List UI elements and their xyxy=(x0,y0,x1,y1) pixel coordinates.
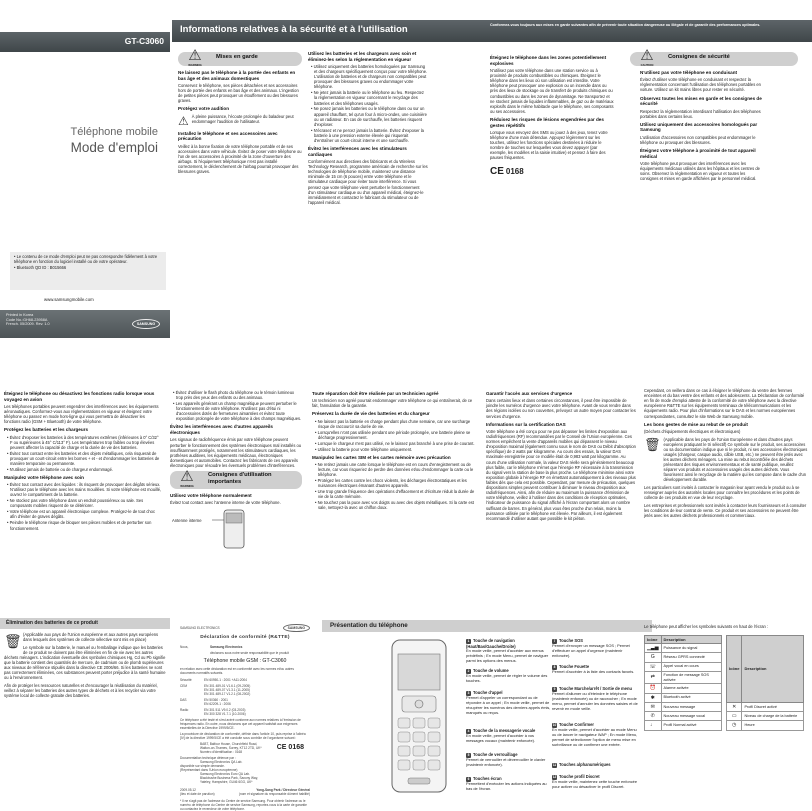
ce-logo-icon: CE xyxy=(490,165,504,177)
list-item: • Ne touchez pas la puce avec vos doigts ou avec des objets métalliques. Si la carte est sale, nettoyez-la avec un chiffon doux. xyxy=(315,500,478,510)
heading: Éteignez votre téléphone à proximité de tout appareil médical xyxy=(640,147,756,159)
phone-antenna-icon xyxy=(212,508,248,550)
heading: Utilisez les batteries et les chargeurs avec soin et éliminez-les selon la réglementation en vigueur xyxy=(308,51,417,62)
paragraph: Les entreprises et professionnels sont invités à contacter leurs fournisseurs et à consulter les conditions de leur contrat de vente. Ce produit et ses accessoires ne peuvent être jetés avec les autres déchets professionnels et commerciaux. xyxy=(644,502,807,519)
standard-row: CEM EN 301 489-01 V1.6.1 (09-2005) EN 301 489-07 V1.3.1 (11-2005) EN 301 489-17 V1.2.1 (08-2002) xyxy=(180,684,251,697)
table-row: ✱ Bluetooth activé xyxy=(645,693,722,702)
paragraph: N'utilisez pas votre téléphone dans une station service ou à proximité de produits combustibles ou chimiques. Éteignez le téléphone dans les lieux où son utilisation est interdite. Votre téléphone peut provoquer une explosion ou un incendie dans ou près des lieux de stockage ou de transfert de produits chimiques ou combustibles ou dans les zones de dynamitage. Ne transportez et ne stockez jamais de liquides inflammables, de gaz ou de matériaux explosifs dans le même habitacle que le téléphone, ses composants ou ses accessoires. xyxy=(490,67,614,114)
bullet-list xyxy=(7,482,162,530)
list-item: • Évitez d'utiliser le flash photo du téléphone ou le témoin lumineux trop près des yeux des enfants ou des animaux. xyxy=(173,390,302,400)
declared-model: Téléphone mobile GSM : GT-C3060 xyxy=(203,657,287,664)
pill-label: Mises en garde xyxy=(216,54,258,60)
paragraph: Les téléphones portables peuvent engendrer des interférences avec les équipements aéronautiques. Conformez-vous aux réglementations en vigueur et éteignez votre téléphone ou passez en mode hors-ligne qui vous permettra de désactiver les fonctions radio (GSM + Bluetooth) de votre téléphone. xyxy=(4,403,159,425)
paragraph: La procédure de déclaration de conformité, définie dans l'article 10, puis reprise à l'alinéa [IV] de la directive 1999/5/CE a été conduite sous contrôle de l'organisme suivant : xyxy=(180,732,306,741)
pill-label: Consignes d'utilisation importantes xyxy=(208,472,272,486)
paragraph: Documentation technique détenue par : xyxy=(180,756,236,761)
print-line: Printed in Korea xyxy=(6,313,34,317)
callout: 12 Touche profil Discret En mode veille, maintenez cette touche enfoncée pour activer ou désactiver le profil Discret. xyxy=(552,774,637,789)
status-icons xyxy=(644,624,808,784)
hearing-block xyxy=(178,114,302,128)
list-item: • N'utilisez jamais de batterie ou de chargeur endommagé. xyxy=(7,467,162,472)
list-item: • Utilisez la batterie pour votre téléphone uniquement. xyxy=(315,447,478,452)
heading: Utilisez votre téléphone normalement xyxy=(170,493,252,499)
title-line-2: Mode d'emploi xyxy=(70,139,158,155)
samsung-electronics-label: SAMSUNG ELECTRONICS xyxy=(180,626,220,631)
standard-row: DAS EN 50360 : 2001 EN 62209-1 : 2006 xyxy=(180,698,231,707)
heading: Informations sur la certification DAS xyxy=(486,421,566,427)
call-icon: ☏ xyxy=(645,662,662,671)
list-item: • Utilisez uniquement des batteries homologuées par Samsung et des chargeurs spécifiquement conçus pour votre téléphone. L'utilisation de batteries et de chargeurs non compatibles peut provoquer des blessures graves ou endommager votre téléphone. xyxy=(311,64,428,90)
standard-row: Sécurité EN 60950-1 : 2001 +A11:2004 xyxy=(180,678,247,683)
bullet-list xyxy=(315,419,478,452)
paragraph: Ce téléphone a été testé et s'est avéré conforme aux normes relatives à l'émission de fréquences radio. En outre, nous déclarons que cet appareil satisfait aux exigences essentielles de la Directive 1999/5/CE. xyxy=(180,718,301,731)
col-explosive xyxy=(490,52,614,178)
list-item: • Évitez tout contact entre les batteries et des objets métalliques, cela risquerait de provoquer un court-circuit entre les bornes + et - et d'endommager les batteries de manière temporaire ou permanente. xyxy=(7,451,162,466)
paragraph: Les signaux de radiofréquence émis par votre téléphone peuvent perturber le fonctionnement des systèmes électroniques mal installés ou insuffisamment protégés, notamment les stimulateurs cardiaques, les prothèses auditives, les équipements médicaux, électroniques domestiques et automobiles. Contactez les fabricants de ces appareils électroniques pour résoudre les éventuels problèmes d'interférences. xyxy=(170,437,302,468)
phone-illustration xyxy=(386,638,452,796)
col-batteries xyxy=(308,48,428,207)
table-row: ♩ Profil Normal activé xyxy=(645,721,722,730)
list-item: • Ne retirez jamais une carte lorsque le téléphone est en cours d'enregistrement ou de lecture, car vous risqueriez de perdre des données et/ou d'endommager la carte ou le téléphone. xyxy=(315,462,478,477)
callout: 7 Touche SOS Permet d'envoyer un message SOS ; Permet d'effectuer un appel d'urgence (maintenir enfoncée). xyxy=(552,638,630,658)
cover-bottom-band xyxy=(0,310,170,338)
list-item: • Ne stockez pas votre téléphone dans un endroit poussiéreux ou sale. Ses composants mobiles risquent de se détériorer. xyxy=(7,498,162,508)
signal-icon: ▁▃▅ xyxy=(645,644,662,653)
heading: Manipulez votre téléphone avec soin xyxy=(4,475,84,480)
callout: 6 Touches écran Permettent d'exécuter les actions indiquées au bas de l'écran. xyxy=(466,776,547,791)
mid-col-3 xyxy=(312,388,478,513)
ce-logo-icon: CE xyxy=(276,743,287,751)
decl-row: Nous, Samsung Electronics xyxy=(180,645,243,650)
callout: 5 Touche de verrouillage Permet de verrouiller et déverrouiller le clavier (maintenir enfoncée). xyxy=(466,752,546,767)
model-number: GT-C3060 xyxy=(124,36,164,46)
recycle-block xyxy=(644,437,808,485)
callout: 9 Touche Marche/arrêt / Sortie de menu Permet d'allumer ou d'éteindre le téléphone (maintenir enfoncée) ou de raccrocher ; En mode menu, permet d'annuler les données saisies et de revenir en mode veille. xyxy=(552,686,638,711)
table-row: ✉ Nouveau message xyxy=(645,702,722,711)
section-pill xyxy=(178,47,302,67)
paragraph: (Applicable dans les pays de l'Union Européenne et dans d'autres pays européens pratiquant le tri sélectif) Ce symbole sur le produit, ses accessoires ou sa documentation indique que ni le produit, ni ses accessoires électroniques usagés (chargeur, casque audio, câble USB, etc.) ne peuvent être jetés avec les autres déchets ménagers. La mise au rebut incontrôlée des déchets présentant des risques environnementaux et de santé publique, veuillez séparer vos produits et accessoires usagés des autres déchets. Vous favoriserez ainsi le recyclage de la matière qui les compose dans le cadre d'un développement durable. xyxy=(663,436,808,483)
callout: 11 Touches alphanumériques xyxy=(552,762,611,767)
callout: 10 Touche Confirmer En mode veille, permet d'accéder au mode Menu ou de lancer le navigateur WAP ; En mode Menu, permet de sélectionner l'option de menu mise en surbrillance ou de confirmer une entrée. xyxy=(552,722,638,747)
table-row: ✆ Nouveau message vocal xyxy=(645,712,722,721)
pill-label: Consignes de sécurité xyxy=(668,54,730,60)
list-item: • Lorsque le chargeur n'est pas utilisé, ne le laissez pas branché à une prise de courant. xyxy=(315,441,478,446)
paragraph: Évitez tout contact avec l'antenne interne de votre téléphone. xyxy=(170,500,281,506)
print-line: Code No.:GH68-23958A xyxy=(6,317,48,322)
crossed-bin-icon: 🗑 xyxy=(644,436,661,452)
voicemail-icon: ✆ xyxy=(645,712,662,721)
signature-captions: (lieu et date de parution) (nom et signature du responsable dûment habilité) xyxy=(180,792,310,797)
disposal-body xyxy=(0,629,170,704)
antenna-illustration xyxy=(170,508,302,550)
col-safety xyxy=(640,47,764,184)
table-row: ✕ Profil Discret activé xyxy=(727,702,804,711)
callout: 3 Touche d'appel Permet d'appeler un correspondant ou de répondre à un appel ; En mode veille, permet de récupérer les numéros des derniers appels émis, manqués ou reçus. xyxy=(466,690,551,715)
callout: 4 Touche de la messagerie vocale En mode veille, permet d'accéder à vos messages vocaux (maintenir enfoncée). xyxy=(466,728,536,743)
heading: N'utilisez pas votre téléphone en conduisant xyxy=(640,70,738,75)
alarm-icon: ⏰ xyxy=(645,684,662,693)
heading: Évitez les interférences avec d'autres appareils électroniques xyxy=(170,424,273,436)
paragraph: Votre téléphone peut provoquer des interférences avec les équipements médicaux utilisés dans les hôpitaux et les centres de soins. Observez la réglementation en vigueur et toutes les consignes et mises en garde affichées par le personnel médical. xyxy=(640,160,760,182)
standard-row: Radio EN 301 511 V9.0.2 (03-2003) EN 300 328 V1.7.1 (10-2006) xyxy=(180,708,246,717)
icons-intro: Le téléphone peut afficher les symboles suivants en haut de l'écran : xyxy=(644,624,769,629)
mid-col-1 xyxy=(4,388,162,533)
heading: Préservez la durée de vie des batteries et du chargeur xyxy=(312,411,430,417)
print-info xyxy=(6,313,50,327)
warning-icon: ⚠ WARNING xyxy=(188,47,202,67)
paragraph: Lorsque vous envoyez des SMS ou jouez à des jeux, tenez votre téléphone d'une main détendue. Appuyez légèrement sur les touches, utilisez les fonctions spéciales destinées à réduire le nombre de touches sur lesquelles vous devez appuyer (par exemple, les modèles et la saisie intuitive) et pensez à faire des pauses fréquentes. xyxy=(490,129,608,161)
mid-col-5 xyxy=(644,388,808,521)
normal-profile-icon: ♩ xyxy=(645,721,662,730)
safety-title: Informations relatives à la sécurité et à l'utilisation xyxy=(180,24,408,35)
paragraph: Les particuliers sont invités à contacter le magasin leur ayant vendu le produit ou à se renseigner auprès des autorités locales pour connaître les procédures et les points de collecte de ces produits en vue de leur recyclage. xyxy=(644,484,800,501)
notified-body: BABT, Balfour House, Churchfield Road, Walton-on-Thames, Surrey, KT12 2TD, UK* Numéro d'identification : 0168 CE 0168 xyxy=(200,742,304,755)
heading: Installez le téléphone et ses accessoires avec précaution xyxy=(178,130,278,142)
safety-header xyxy=(172,20,812,42)
battery-disposal xyxy=(0,618,170,800)
silent-profile-icon: ✕ xyxy=(727,702,742,711)
mid-col-4 xyxy=(486,388,636,523)
caution-icon: ⚠ CAUTION xyxy=(640,47,654,67)
table-row: ⇄ Fonction de message SOS activée xyxy=(645,671,722,683)
list-item: • Ne posez jamais les batteries ou le téléphone dans ou sur un appareil chauffant, tel qu'un four à micro-ondes, une cuisinière ou un radiateur. En cas de surchauffe, les batteries risquent d'exploser. xyxy=(311,106,428,126)
paragraph: Le symbole sur la batterie, le manuel ou l'emballage indique que les batteries de ce produit ne doivent pas être éliminées en fin de vie avec les autres déchets ménagers. L'indication éventuelle des symboles chimiques Hg, Cd ou Pb signifie que la batterie contient des quantités de mercure, de cadmium ou de plomb supérieures aux niveaux de référence stipulés dans la directive CE 2006/66. Si les batteries ne sont pas correctement éliminées, ces substances peuvent porter préjudice à la santé humaine ou à l'environnement. xyxy=(4,644,166,681)
doc-holder: Samsung Electronics QA Lab. xyxy=(200,760,243,765)
clock-icon: ◷ xyxy=(727,721,742,730)
heading: Garantir l'accès aux services d'urgence xyxy=(486,391,573,396)
paragraph: Respectez la réglementation interdisant l'utilisation des téléphones portables dans certains lieux. xyxy=(640,108,761,119)
list-item: • Évitez tout contact avec des liquides : ils risquent de provoquer des dégâts sérieux. N'utilisez pas le téléphone avec les mains mouillées. Si votre téléphone est mouillé, ouvrez le compartiment de la batterie. xyxy=(7,482,162,497)
bluetooth-icon: ✱ xyxy=(645,693,662,702)
subheading: (Déchets d'équipements électriques et électroniques) xyxy=(644,428,741,434)
table-row: ◷ Heure xyxy=(727,721,804,730)
callout: 8 Touche Fouette Permet d'accéder à la liste des contacts favoris. xyxy=(552,664,635,674)
crossed-bin-icon: 🗑 xyxy=(4,633,22,649)
section-pill xyxy=(630,47,798,67)
heading: Protégez les batteries et les chargeurs xyxy=(4,427,88,433)
mid-col-2 xyxy=(170,390,302,550)
cover-title xyxy=(71,126,158,157)
bullet-list xyxy=(7,435,162,472)
paragraph: en relation avec cette déclaration est en conformité avec les normes et/ou autres documents normatifs suivants. xyxy=(180,667,294,676)
heading: Les bons gestes de mise au rebut de ce produit xyxy=(644,421,748,427)
declaration-of-conformity xyxy=(180,624,310,811)
paragraph: disponible sur simple demande. xyxy=(180,764,225,769)
list-item: • Ne jetez jamais la batterie ou le téléphone au feu. Respectez la réglementation en vigueur concernant le recyclage des batteries et des téléphones usagés. xyxy=(311,90,428,105)
list-item: • Lorsqu'elles n'ont pas utilisée pendant une période prolongée, une batterie pleine se décharge progressivement. xyxy=(315,430,478,440)
callout: 1 Touche de navigation (Haut/Bas/Gauche/Droite) En mode veille, permet d'accéder aux menus prédéfinis ; En mode Menu, permet de naviguer parmi les options des menus. xyxy=(466,638,549,663)
table-row: G Réseau GPRS connecté xyxy=(645,653,722,662)
battery-icon: ▭ xyxy=(727,712,742,721)
print-line: French. 05/2009. Rev. 1.0 xyxy=(6,322,50,327)
paragraph: Conservez le téléphone, ses pièces détachées et ses accessoires hors de portée des enfants en bas âge et des animaux. L'ingestion de petites pièces peut provoquer un étouffement ou des blessures graves. xyxy=(178,82,299,104)
paragraph: Un technicien non agréé pourrait endommager votre téléphone ce qui entraînerait, de ce fait, l'annulation de la garantie. xyxy=(312,398,473,409)
sign-date: 2009.05.12 xyxy=(180,788,196,793)
list-item: • Une trop grande fréquence des opérations d'effacement et d'écriture réduit la durée de vie de la carte mémoire. xyxy=(315,489,478,499)
bullet-list xyxy=(315,462,478,510)
warning-icon: ⚠ WARNING xyxy=(180,468,194,489)
rep-address: Samsung Electronics Euro QA Lab. Blackbushe Business Park, Saxony Way, Yateley, Hampshire, GU46 6GG, UK* xyxy=(200,772,258,785)
heading: Protégez votre audition xyxy=(178,106,230,112)
list-item: • Votre téléphone est un appareil électronique complexe. Protégez-le de tout choc afin d'éviter de graves dégâts. xyxy=(7,509,162,519)
phone-overview-title: Présentation du téléphone xyxy=(330,621,408,629)
paragraph: Évitez d'utiliser votre téléphone en conduisant et respectez la réglementation concernant l'utilisation des téléphones portables en voiture. Utilisez un kit mains libres pour rester en sécurité. xyxy=(640,77,761,93)
list-item: • Les appareils générant un champ magnétique peuvent perturber le fonctionnement de votre téléphone. N'utilisez pas d'étui ni d'accessoires dotés de fermetures aimantées et évitez toute exposition prolongée de votre téléphone à des champs magnétiques. xyxy=(173,401,302,421)
paragraph: Afin de protéger les ressources naturelles et d'encourager la réutilisation du matériel, veillez à séparer les batteries des autres types de déchets et à les recycler via votre système local de collecte gratuite des batteries. xyxy=(4,682,158,699)
website-url: www.samsungmobile.com xyxy=(44,297,94,302)
paragraph: L'utilisation d'accessoires non compatibles peut endommager le téléphone ou provoquer des blessures. xyxy=(640,134,756,145)
icons-tables xyxy=(644,635,808,730)
heading: Ne laissez pas le téléphone à la portée des enfants en bas âge et des animaux domestiques xyxy=(178,70,296,81)
list-item: • N'écrasez et ne percez jamais la batterie. Évitez d'exposer la batterie à une pression externe élevée qui risquerait d'entraîner un court-circuit interne et une surchauffe. xyxy=(311,128,428,143)
antenna-label: Antenne interne xyxy=(172,517,202,523)
callout: 2 Touche de volume En mode veille, permet de régler le volume des touches. xyxy=(466,668,548,683)
paragraph: (Représentant dans l'Union européenne) xyxy=(180,768,238,773)
samsung-logo: SAMSUNG xyxy=(283,624,310,632)
samsung-logo: SAMSUNG xyxy=(132,319,160,329)
note-item: • Bluetooth QD ID : B015666 xyxy=(14,265,162,270)
phone-overview-header xyxy=(322,620,652,632)
icons-table-right: Icône Description ✕ Profil Discret activé ▭ Niveau de charge de la batterie ◷ Heure xyxy=(726,635,804,730)
bullet-list xyxy=(173,390,302,421)
icons-table-left: Icône Description ▁▃▅ Puissance du signal G Réseau GPRS connecté ☏ Appel vocal en cours ⇄ Fonction de message SOS activée ⏰ Alarme activée ✱ Bluetooth activé ✉ Nouveau message ✆ Nouveau message vocal ♩ Profil Normal activé xyxy=(644,635,722,730)
heading: Toute réparation doit être réalisée par un technicien agréé xyxy=(312,391,439,396)
heading: Manipulez les cartes SIM et les cartes mémoire avec précaution xyxy=(312,454,451,460)
paragraph: Veillez à la bonne fixation de votre téléphone portable et de ses accessoires dans votre véhicule. Évitez de poser votre téléphone ou l'un de ses accessoires à proximité de la zone d'ouverture des airbags. Si l'équipement téléphonique n'est pas installé correctement, le déclenchement de l'airbag pourrait provoquer des blessures graves. xyxy=(178,143,302,175)
bullet-list xyxy=(311,64,428,143)
paragraph: (Applicable aux pays de l'Union européenne et aux autres pays européens dans lesquels des systèmes de collecte sélective sont mis en place) xyxy=(23,632,159,643)
ce-mark: CE 0168 xyxy=(490,165,524,177)
heading: Évitez les interférences avec les stimulateurs cardiaques xyxy=(308,146,407,157)
table-row: ☏ Appel vocal en cours xyxy=(645,662,722,671)
declaration-top xyxy=(180,624,310,632)
cover-panel xyxy=(0,20,170,380)
disposal-title: Élimination des batteries de ce produit xyxy=(0,618,170,629)
phone-front-icon xyxy=(386,638,452,796)
gprs-icon: G xyxy=(645,653,662,662)
list-item: • Évitez d'exposer les batteries à des températures extrêmes (inférieures à 0° C/32° F ou supérieures à 45° C/113° F). Les températures trop faibles ou trop élevées peuvent affecter la capacité de charge et la durée de vie des batteries. xyxy=(7,435,162,450)
hearing-warning-icon: ⚠ xyxy=(178,113,189,128)
heading: Utilisez uniquement des accessoires homologués par Samsung xyxy=(640,121,758,133)
title-line-1: Téléphone mobile xyxy=(70,126,158,138)
list-item: • Peindre le téléphone risque de bloquer ses pièces mobiles et de perturber son fonctionnement. xyxy=(7,520,162,530)
heading: Éteignez le téléphone dans les zones potentiellement explosives xyxy=(490,55,607,66)
paragraph: Conformément aux directives des fabricants et du Wireless Technology Research, programme américain de recherche sur les technologies de téléphonie mobile, maintenez une distance minimale de 15 cm (6 pouces) entre votre téléphone et le stimulateur cardiaque pour éviter toute interférence. Si vous pensez que votre téléphone vient perturber le fonctionnement d'un stimulateur cardiaque ou d'un appareil médical, éteignez-le immédiatement et contactez le fabricant du stimulateur ou de l'appareil médical. xyxy=(308,158,428,205)
heading: Observez toutes les mises en garde et les consignes de sécurité xyxy=(640,95,762,107)
declaration-title: Déclaration de conformité (R&TTE) xyxy=(200,635,290,641)
paragraph: Dans certains lieux et dans certaines circonstances, il peut être impossible de joindre les numéros d'urgence avec votre téléphone. Avant de vous rendre dans des régions isolées ou non couvertes, prévoyez un autre moyen pour contacter les services d'urgence. xyxy=(486,398,636,419)
list-item: • Ne laissez pas la batterie en charge pendant plus d'une semaine, car une surcharge risque de raccourcir sa durée de vie. xyxy=(315,419,478,429)
paragraph: Cependant, on veillera dans ce cas à éloigner le téléphone du ventre des femmes enceintes et du bas ventre des enfants et des adolescents. La Déclaration de conformité en fin de mode d'emploi atteste de la conformité de votre téléphone avec la directive européenne R&TTE sur les équipements terminaux de télécommunications et les équipements radio. Pour plus d'informations sur le DAS et les normes européennes correspondantes, consultez le site Web de Samsung mobile. xyxy=(644,388,805,419)
list-item: • Protégez les cartes contre les chocs violents, les décharges électrostatiques et les nuisances électriques émanant d'autres appareils. xyxy=(315,478,478,488)
cover-notes xyxy=(10,252,166,290)
paragraph: Votre téléphone a été conçu pour ne pas dépasser les limites d'exposition aux radiofréquences (RF) recommandées par le Conseil de l'Union européenne. Ces normes empêchent la vente d'appareils mobiles qui dépassent le niveau d'exposition maximal (également connu sous le nom de DAS ou Débit d'absorption spécifique) de 2 watts par kilogramme. Au cours des essais, la valeur DAS maximale enregistrée pour ce modèle était de 0,983 watt par kilogramme. Au cours d'une utilisation normale, la valeur DAS réelle sera généralement beaucoup plus faible, car le téléphone n'émet que l'énergie RF nécessaire à la transmission du signal vers la station de base la plus proche. Le téléphone minimise ainsi votre exposition globale à l'énergie RF en émettant automatiquement à des niveaux plus faibles dès que cela est possible. Cependant, par mesure de précaution, quelques dispositions simples peuvent contribuer à diminuer le niveau d'exposition aux radiofréquences. Ainsi, afin de réduire au maximum la puissance d'émission de votre téléphone, veillez à l'utiliser dans des conditions de réception optimales, l'indicateur de puissance du signal affiché à l'écran comportant alors un nombre suffisant de barres. En général, plus vous êtes proche d'un relais, moins la puissance utilisée par le téléphone est élevée. Par ailleurs, il est également recommandé d'utiliser autant que possible le kit piéton. xyxy=(486,428,636,521)
decl-row: déclarons sous notre seule responsabilité que le produit xyxy=(210,650,289,655)
sos-icon: ⇄ xyxy=(645,671,662,683)
safety-intro: Conformez-vous toujours aux mises en garde suivantes afin de prévenir toute situation dangereuse ou illégale et de garantir des performances optimales. xyxy=(490,23,761,27)
heading: Réduisez les risques de lésions engendrées par des gestes répétitifs xyxy=(490,116,604,128)
section-pill xyxy=(170,468,302,489)
ce-mark: CE 0168 xyxy=(276,743,304,751)
table-row: ▁▃▅ Puissance du signal xyxy=(645,644,722,653)
col-warnings xyxy=(178,47,302,177)
table-row: ⏰ Alarme activée xyxy=(645,684,722,693)
footnote: * Il ne s'agit pas de l'adresse du Centre de service Samsung. Pour obtenir l'adresse ou le numéro de téléphone du Centre de service Samsung, reportez-vous à la carte de garantie ou contactez le revendeur de votre téléphone. xyxy=(180,799,307,811)
heading: Éteignez le téléphone ou désactivez les fonctions radio lorsque vous voyagez en avion xyxy=(4,391,155,402)
table-row: ▭ Niveau de charge de la batterie xyxy=(727,712,804,721)
note-item: • Le contenu de ce mode d'emploi peut ne pas correspondre fidèlement à votre téléphone en fonction du logiciel installé ou de votre opérateur. xyxy=(14,254,162,264)
paragraph: À pleine puissance, l'écoute prolongée du baladeur peut endommager l'audition de l'utilisateur. xyxy=(191,113,294,124)
signer-name: Yong-Sang Park / Directeur Général xyxy=(256,788,310,793)
message-icon: ✉ xyxy=(645,702,662,711)
